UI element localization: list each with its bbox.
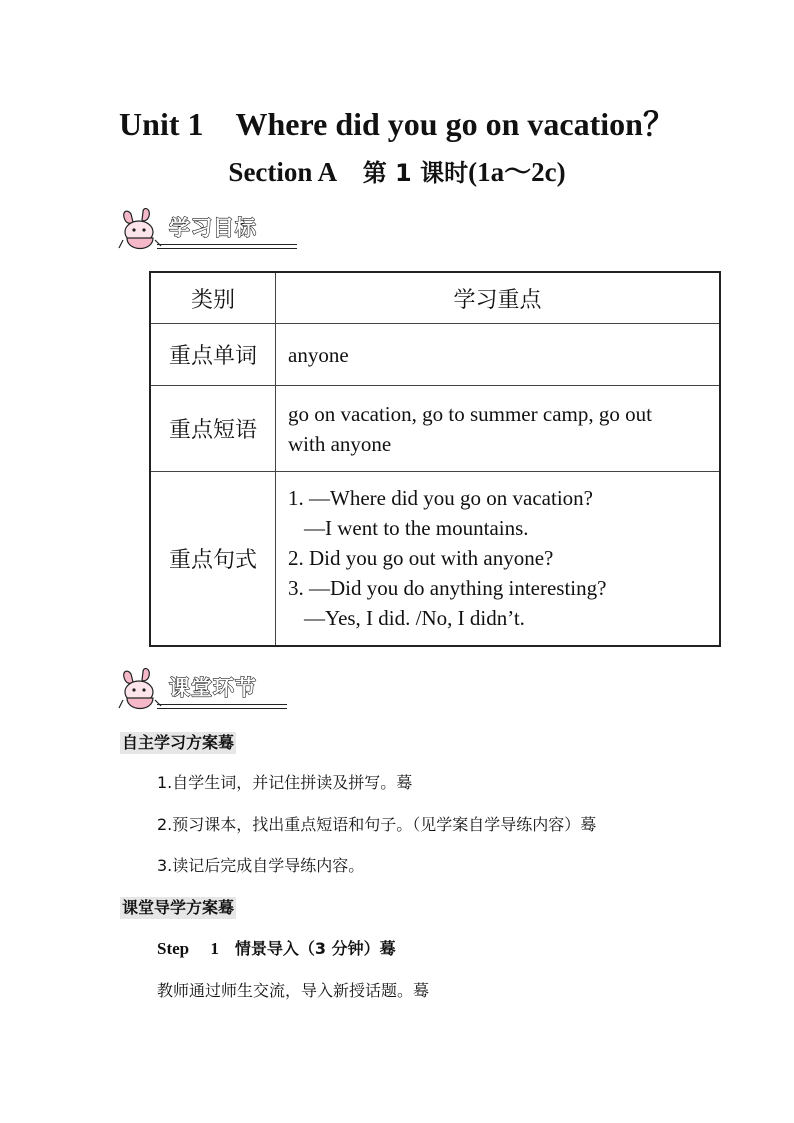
table-cell-content <box>276 324 721 386</box>
badge-underline <box>157 704 287 709</box>
table-cell-category: 重点句式 <box>150 472 276 646</box>
table-header-row <box>150 272 720 324</box>
section-title-prefix: Section A <box>228 157 363 187</box>
table-cell-category: 重点单词 <box>150 324 276 386</box>
table-cell-category: 重点短语 <box>150 386 276 472</box>
content-line: go on vacation, go to summer camp, go out <box>288 401 652 426</box>
table-row <box>150 324 720 386</box>
table-row <box>150 472 720 646</box>
content-line: —Yes, I did. /No, I didn’t. <box>304 606 525 631</box>
step-text: 教师通过师生交流，导入新授话题。蓦 <box>157 981 430 1000</box>
table-header-category: 类别 <box>150 272 276 324</box>
content-line: 2. Did you go out with anyone? <box>288 546 554 571</box>
table-cell-content <box>276 386 721 472</box>
content-line: anyone <box>288 342 349 367</box>
content-line: 1. —Where did you go on vacation? <box>288 486 593 511</box>
table-cell-content <box>276 472 721 646</box>
step-label: Step 1 <box>157 939 219 958</box>
table-header-focus: 学习重点 <box>276 272 721 324</box>
section-title-lesson: 第 1 课时 <box>362 159 469 187</box>
learning-goals-badge <box>117 208 297 254</box>
self-study-item: 1.自学生词，并记住拼读及拼写。蓦 <box>157 773 413 792</box>
content-line: —I went to the mountains. <box>304 516 529 541</box>
unit-title: Unit 1 Where did you go on vacation？ <box>119 106 675 142</box>
class-guide-heading: 课堂导学方案蓦 <box>122 898 235 917</box>
learning-goals-label: 学习目标 <box>169 216 257 240</box>
content-line: 3. —Did you do anything interesting? <box>288 576 607 601</box>
table-row <box>150 386 720 472</box>
self-study-item: 3.读记后完成自学导练内容。 <box>157 856 365 875</box>
content-line: with anyone <box>288 431 392 456</box>
classroom-badge <box>117 668 297 714</box>
section-title-range: (1a～2c) <box>468 157 566 187</box>
badge-underline <box>157 244 297 249</box>
learning-goals-table <box>149 271 721 647</box>
classroom-label: 课堂环节 <box>169 676 257 700</box>
step-title: 情景导入（3 分钟）蓦 <box>218 939 396 958</box>
step-heading <box>157 939 396 959</box>
self-study-heading: 自主学习方案蓦 <box>122 733 235 752</box>
section-title <box>0 154 794 191</box>
self-study-item: 2.预习课本，找出重点短语和句子。（见学案自学导练内容）蓦 <box>157 815 597 834</box>
